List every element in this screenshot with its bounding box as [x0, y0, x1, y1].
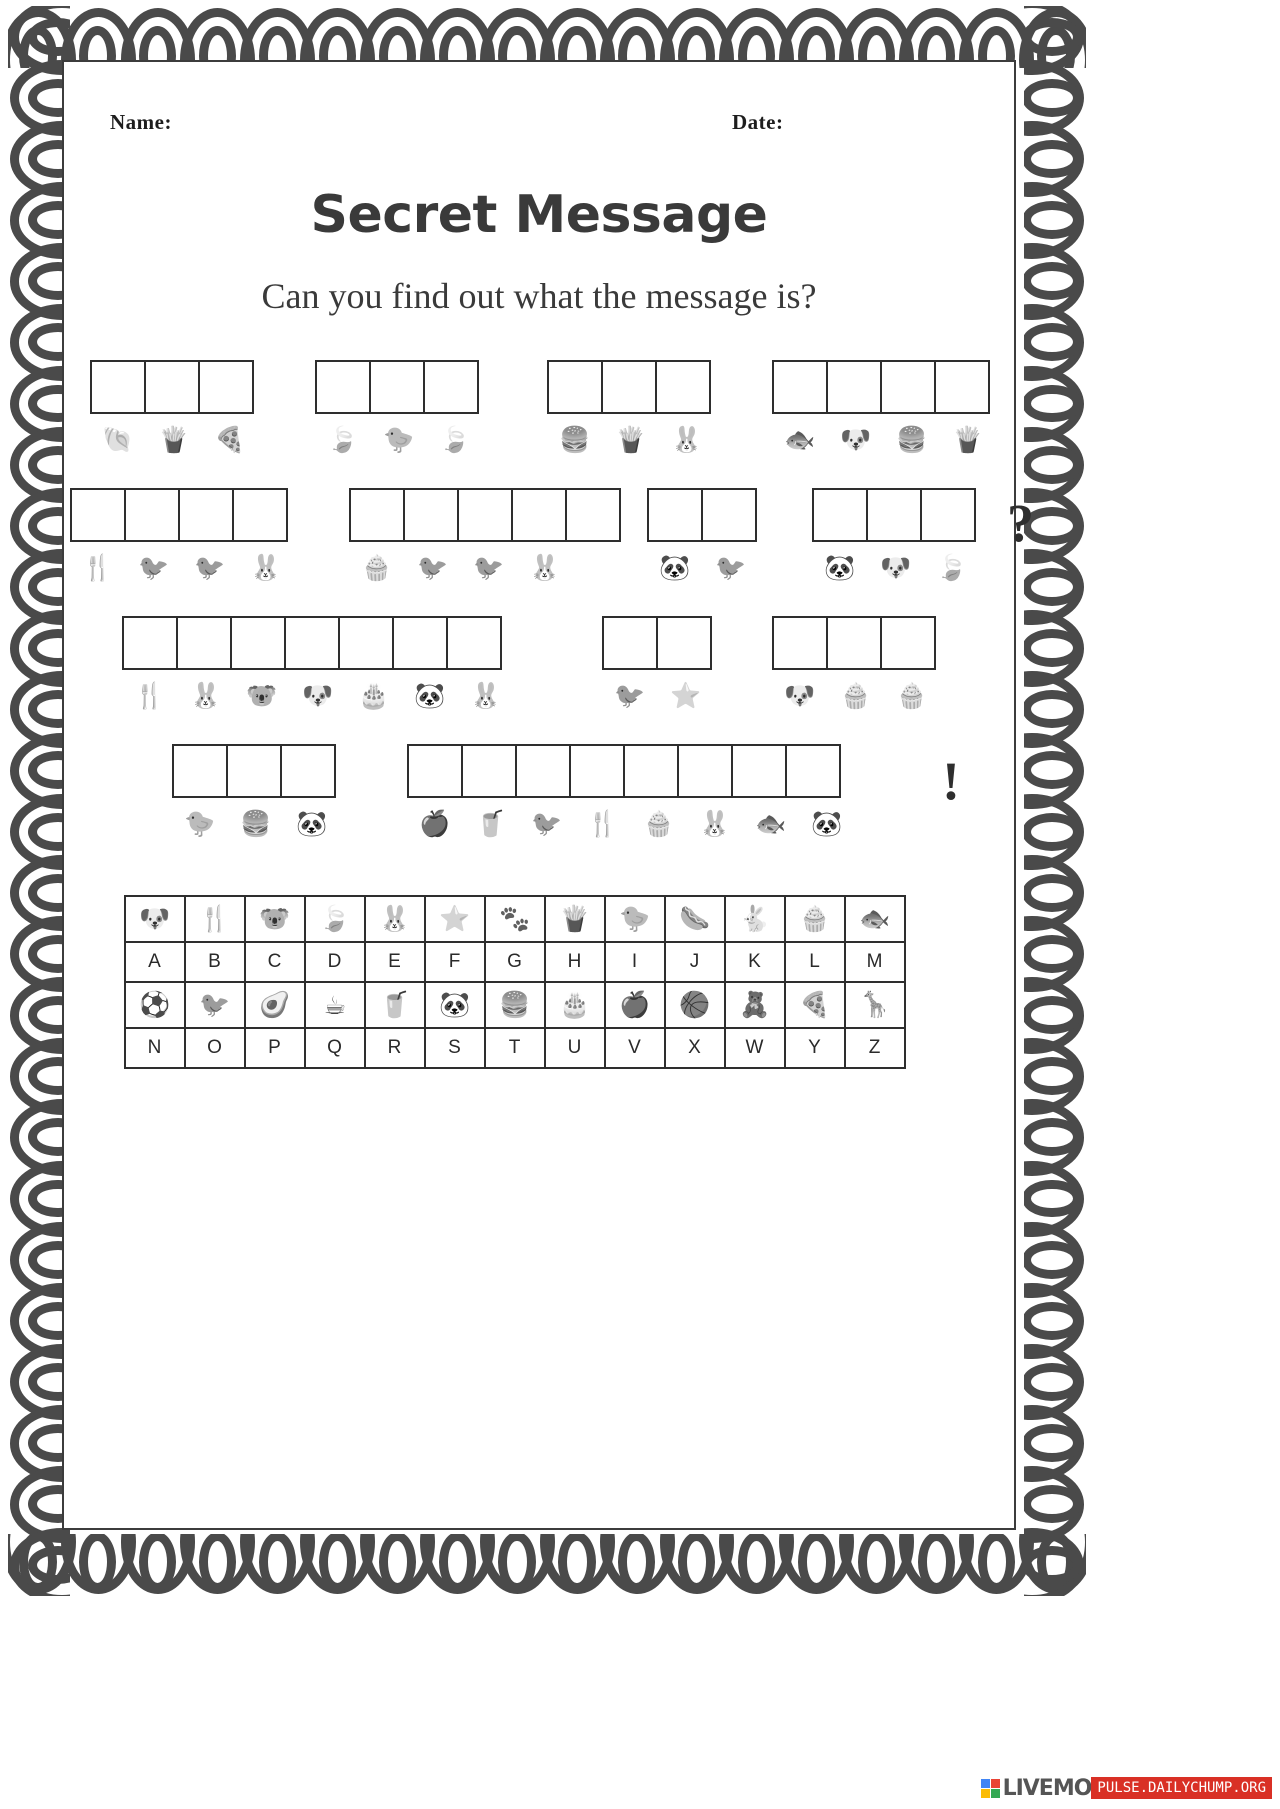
answer-boxes	[122, 616, 514, 670]
clue-symbols	[647, 548, 759, 588]
answer-box[interactable]	[407, 744, 463, 798]
punctuation-mark: !	[942, 751, 960, 811]
answer-box[interactable]	[315, 360, 371, 414]
puzzle-word-group	[70, 488, 294, 588]
key-letter: F	[425, 942, 485, 982]
puzzle-word-group	[315, 360, 483, 460]
key-letter: X	[665, 1028, 725, 1068]
key-symbol-icon: 🐰	[365, 896, 425, 942]
clue-symbols	[772, 420, 996, 460]
clue-symbol-icon: 🍟	[615, 425, 647, 454]
clue-symbol-icon: 🐼	[659, 553, 691, 582]
watermark	[980, 1775, 1272, 1801]
key-symbol-icon: 🐼	[425, 982, 485, 1028]
clue-symbols	[349, 548, 619, 588]
clue-symbols	[122, 676, 514, 716]
answer-boxes	[315, 360, 483, 414]
clue-symbols	[407, 804, 855, 844]
key-letter: E	[365, 942, 425, 982]
answer-box[interactable]	[178, 488, 234, 542]
key-symbol-icon: 🍕	[785, 982, 845, 1028]
clue-symbol-icon: 🐦	[473, 553, 505, 582]
key-letter: T	[485, 1028, 545, 1068]
clue-symbol-icon: 🐤	[184, 809, 216, 838]
key-letter: K	[725, 942, 785, 982]
key-symbol-icon: ⚽	[125, 982, 185, 1028]
answer-box[interactable]	[601, 360, 657, 414]
answer-box[interactable]	[826, 616, 882, 670]
answer-box[interactable]	[144, 360, 200, 414]
key-symbol-icon: 🐟	[845, 896, 905, 942]
answer-box[interactable]	[176, 616, 232, 670]
key-letter: M	[845, 942, 905, 982]
key-letter: A	[125, 942, 185, 982]
answer-box[interactable]	[655, 360, 711, 414]
worksheet-content	[62, 60, 1034, 1530]
puzzle-word-group	[172, 744, 340, 844]
clue-symbols	[70, 548, 294, 588]
puzzle-row	[62, 744, 1016, 872]
clue-symbol-icon: 🍔	[240, 809, 272, 838]
answer-box[interactable]	[457, 488, 513, 542]
clue-symbol-icon: 🍃	[936, 553, 968, 582]
key-symbol-icon: 🐦	[185, 982, 245, 1028]
clue-symbol-icon: 🐦	[194, 553, 226, 582]
answer-box[interactable]	[369, 360, 425, 414]
answer-box[interactable]	[124, 488, 180, 542]
key-symbol-icon: 🐾	[485, 896, 545, 942]
answer-box[interactable]	[122, 616, 178, 670]
clue-symbol-icon: 🐤	[383, 425, 415, 454]
puzzle-word-group	[772, 360, 996, 460]
clue-symbol-icon: 🐦	[715, 553, 747, 582]
key-symbol-row-2	[125, 982, 905, 1028]
answer-box[interactable]	[515, 744, 571, 798]
key-letter: I	[605, 942, 665, 982]
page-subtitle: Can you find out what the message is?	[261, 276, 817, 316]
key-symbol-icon: 🐇	[725, 896, 785, 942]
answer-box[interactable]	[880, 616, 936, 670]
clue-symbol-icon: 🧁	[643, 809, 675, 838]
key-letter: Y	[785, 1028, 845, 1068]
key-symbol-icon: 🥑	[245, 982, 305, 1028]
clue-symbol-icon: 🐰	[699, 809, 731, 838]
answer-boxes	[547, 360, 715, 414]
answer-box[interactable]	[70, 488, 126, 542]
watermark-logo-text: LIVEMO	[1002, 1775, 1092, 1801]
answer-box[interactable]	[338, 616, 394, 670]
answer-box[interactable]	[569, 744, 625, 798]
watermark-logo	[980, 1776, 1092, 1801]
clue-symbol-icon: 🍴	[82, 553, 114, 582]
key-symbol-icon: 🍟	[545, 896, 605, 942]
answer-box[interactable]	[701, 488, 757, 542]
answer-box[interactable]	[772, 616, 828, 670]
clue-symbol-icon: 🐼	[414, 681, 446, 710]
border-right	[1024, 6, 1086, 1596]
clue-symbol-icon: 🐰	[250, 553, 282, 582]
clue-symbol-icon: 🐶	[840, 425, 872, 454]
answer-box[interactable]	[226, 744, 282, 798]
clue-symbol-icon: 🥤	[475, 809, 507, 838]
answer-box[interactable]	[446, 616, 502, 670]
answer-box[interactable]	[866, 488, 922, 542]
clue-symbol-icon: 🐶	[880, 553, 912, 582]
date-label: Date:	[732, 110, 784, 134]
clue-symbol-icon: 🍕	[214, 425, 246, 454]
clue-symbol-icon: 🐰	[470, 681, 502, 710]
clue-symbol-icon: 🎂	[358, 681, 390, 710]
answer-boxes	[172, 744, 340, 798]
clue-symbol-icon: 🍎	[419, 809, 451, 838]
puzzle-word-group	[407, 744, 855, 844]
answer-box[interactable]	[656, 616, 712, 670]
answer-boxes	[407, 744, 855, 798]
clue-symbol-icon: 🍃	[439, 425, 471, 454]
puzzle-word-group	[602, 616, 714, 716]
clue-symbol-icon: 🍟	[952, 425, 984, 454]
name-label: Name:	[110, 110, 172, 134]
clue-symbols	[315, 420, 483, 460]
clue-symbol-icon: 🐶	[302, 681, 334, 710]
clue-symbol-icon: 🐰	[671, 425, 703, 454]
clue-symbol-icon: 🐼	[811, 809, 843, 838]
key-letter: J	[665, 942, 725, 982]
key-letter: D	[305, 942, 365, 982]
clue-symbol-icon: 🐰	[529, 553, 561, 582]
clue-symbol-icon: 🐰	[190, 681, 222, 710]
puzzle-word-group	[772, 616, 940, 716]
clue-symbol-icon: 🐦	[531, 809, 563, 838]
clue-symbol-icon: 🍔	[896, 425, 928, 454]
answer-box[interactable]	[677, 744, 733, 798]
clue-symbol-icon: 🍴	[134, 681, 166, 710]
clue-symbols	[547, 420, 715, 460]
puzzle-word-group	[647, 488, 759, 588]
key-letter: O	[185, 1028, 245, 1068]
key-letter: P	[245, 1028, 305, 1068]
clue-symbol-icon: 🧁	[896, 681, 928, 710]
clue-symbol-icon: 🐼	[296, 809, 328, 838]
answer-box[interactable]	[423, 360, 479, 414]
answer-box[interactable]	[172, 744, 228, 798]
key-letter: G	[485, 942, 545, 982]
answer-box[interactable]	[826, 360, 882, 414]
clue-symbol-icon: 🍔	[559, 425, 591, 454]
clue-symbol-icon: 🍟	[158, 425, 190, 454]
answer-box[interactable]	[284, 616, 340, 670]
answer-box[interactable]	[403, 488, 459, 542]
key-symbol-icon: 🐤	[605, 896, 665, 942]
puzzle-word-group	[812, 488, 980, 588]
answer-box[interactable]	[547, 360, 603, 414]
key-letter: H	[545, 942, 605, 982]
watermark-url: PULSE.DAILYCHUMP.ORG	[1091, 1777, 1272, 1799]
key-letter: N	[125, 1028, 185, 1068]
clue-symbol-icon: ⭐	[670, 681, 702, 710]
clue-symbols	[172, 804, 340, 844]
puzzle-row	[62, 488, 1034, 616]
answer-box[interactable]	[90, 360, 146, 414]
key-symbol-icon: 🧸	[725, 982, 785, 1028]
clue-symbol-icon: 🧁	[361, 553, 393, 582]
key-symbol-icon: 🌭	[665, 896, 725, 942]
answer-box[interactable]	[461, 744, 517, 798]
key-symbol-icon: 🍃	[305, 896, 365, 942]
answer-box[interactable]	[934, 360, 990, 414]
key-symbol-icon: ⭐	[425, 896, 485, 942]
key-letter: Z	[845, 1028, 905, 1068]
clue-symbols	[812, 548, 980, 588]
key-letter: L	[785, 942, 845, 982]
clue-symbol-icon: 🐦	[417, 553, 449, 582]
clue-symbol-icon: 🧁	[840, 681, 872, 710]
key-letter: W	[725, 1028, 785, 1068]
border-bottom	[8, 1534, 1086, 1596]
key-symbol-row-1	[125, 896, 905, 942]
answer-box[interactable]	[623, 744, 679, 798]
clue-symbol-icon: 🐟	[755, 809, 787, 838]
key-symbol-icon: 🏀	[665, 982, 725, 1028]
answer-box[interactable]	[731, 744, 787, 798]
answer-box[interactable]	[812, 488, 868, 542]
key-symbol-icon: 🐨	[245, 896, 305, 942]
answer-boxes	[70, 488, 294, 542]
key-symbol-icon: 🧁	[785, 896, 845, 942]
clue-symbol-icon: 🐚	[102, 425, 134, 454]
clue-symbol-icon: 🐨	[246, 681, 278, 710]
key-letter: V	[605, 1028, 665, 1068]
clue-symbol-icon: 🐼	[824, 553, 856, 582]
puzzle-word-group	[122, 616, 514, 716]
answer-box[interactable]	[785, 744, 841, 798]
answer-box[interactable]	[565, 488, 621, 542]
punctuation-mark: ?	[1007, 493, 1034, 553]
key-symbol-icon: 🦒	[845, 982, 905, 1028]
answer-box[interactable]	[511, 488, 567, 542]
key-symbol-icon: ☕	[305, 982, 365, 1028]
answer-boxes	[647, 488, 759, 542]
key-symbol-icon: 🐶	[125, 896, 185, 942]
key-letter: Q	[305, 1028, 365, 1068]
clue-symbols	[90, 420, 258, 460]
key-letter: U	[545, 1028, 605, 1068]
key-letter-row-2	[125, 1028, 905, 1068]
key-symbol-icon: 🍔	[485, 982, 545, 1028]
answer-boxes	[772, 360, 996, 414]
answer-box[interactable]	[280, 744, 336, 798]
puzzle-word-group	[349, 488, 619, 588]
watermark-squares-icon	[980, 1779, 999, 1798]
clue-symbol-icon: 🐟	[784, 425, 816, 454]
key-letter: C	[245, 942, 305, 982]
answer-box[interactable]	[880, 360, 936, 414]
cipher-key-table	[124, 895, 906, 1069]
clue-symbol-icon: 🐦	[614, 681, 646, 710]
clue-symbol-icon: 🍃	[327, 425, 359, 454]
clue-symbol-icon: 🍴	[587, 809, 619, 838]
answer-boxes	[602, 616, 714, 670]
key-symbol-icon: 🎂	[545, 982, 605, 1028]
answer-box[interactable]	[920, 488, 976, 542]
key-letter: R	[365, 1028, 425, 1068]
answer-box[interactable]	[772, 360, 828, 414]
clue-symbols	[602, 676, 714, 716]
clue-symbols	[772, 676, 940, 716]
answer-box[interactable]	[198, 360, 254, 414]
border-top	[8, 6, 1086, 68]
answer-box[interactable]	[392, 616, 448, 670]
puzzle-area	[62, 360, 1034, 872]
answer-box[interactable]	[647, 488, 703, 542]
puzzle-word-group	[547, 360, 715, 460]
key-letter: B	[185, 942, 245, 982]
border-left	[8, 6, 70, 1596]
puzzle-row	[62, 616, 1016, 744]
answer-box[interactable]	[230, 616, 286, 670]
puzzle-row	[62, 360, 1016, 488]
key-symbol-icon: 🍴	[185, 896, 245, 942]
key-symbol-icon: 🥤	[365, 982, 425, 1028]
clue-symbol-icon: 🐶	[784, 681, 816, 710]
answer-box[interactable]	[349, 488, 405, 542]
answer-box[interactable]	[602, 616, 658, 670]
answer-boxes	[349, 488, 619, 542]
page-title: Secret Message	[310, 185, 768, 245]
clue-symbol-icon: 🐦	[138, 553, 170, 582]
key-symbol-icon: 🍎	[605, 982, 665, 1028]
key-letter-row-1	[125, 942, 905, 982]
answer-boxes	[90, 360, 258, 414]
answer-boxes	[772, 616, 940, 670]
puzzle-word-group	[90, 360, 258, 460]
answer-boxes	[812, 488, 980, 542]
answer-box[interactable]	[232, 488, 288, 542]
key-letter: S	[425, 1028, 485, 1068]
